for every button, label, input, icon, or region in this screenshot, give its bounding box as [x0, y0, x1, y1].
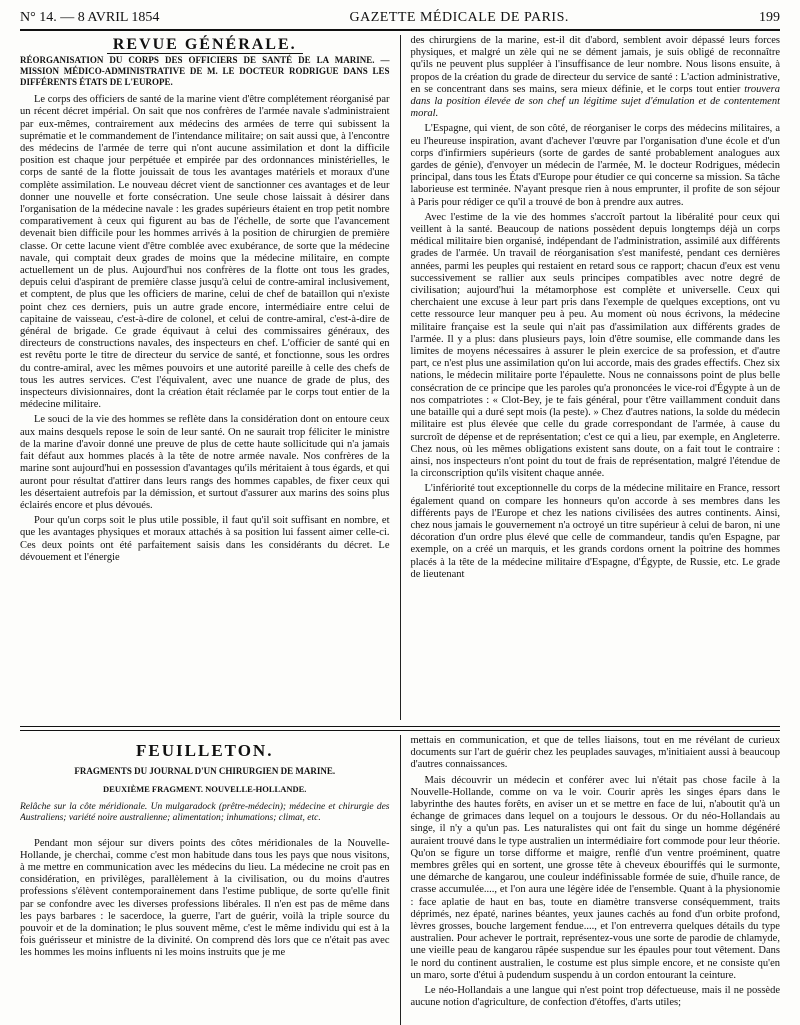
- revue-paragraph: L'infériorité tout exceptionnelle du corps de la médecine militaire en France, ressort également quand on compare les honneurs qu'on accorde à ses membres dans les différents pays de l'Europe et chez les nations civilisées des autres continents. Ainsi, chez nous jamais le gouvernement n'a octroyé un titre supérieur à celui de baron, ni une décoration d'un ordre plus élevé que celle de commandeur, tandis qu'en Espagne, par exemple, on a créé un marquis, et les grands cordons ornent la poitrine des hommes placés à la tête de la médecine militaire d'Espagne, d'Égypte, de Russie, etc. Le grade de lieutenant: [410, 483, 780, 580]
- feuilleton-left-column: [20, 735, 390, 1025]
- revue-paragraph: Le souci de la vie des hommes se reflète dans la considération dont on entoure ceux aux mains desquels repose le soin de leur santé. On ne saurait trop féliciter le ministre de la marine d'avoir donné une preuve de plus de cette haute sollicitude qui n'a jamais fait défaut aux hommes placés à la tête de notre armée navale. Nos confrères de la marine sont aujourd'hui en possession d'avantages qu'ils méritaient à tous égards, et qui auront pour résultat d'attirer dans leurs rangs des hommes capables, de fixer ceux qui les désertaient autrefois par la démission, et surtout d'assurer aux marins des soins plus éclairés encore et plus dévoués.: [20, 414, 390, 511]
- revue-paragraph: Pour qu'un corps soit le plus utile possible, il faut qu'il soit suffisant en nombre, et que les avantages physiques et moraux attachés à sa position lui fassent aimer celle-ci. Ces deux points ont été parfaitement saisis dans les considérants du décret. Le dévouement et l'énergie: [20, 515, 390, 563]
- feuilleton-subtitle: FRAGMENTS DU JOURNAL D'UN CHIRURGIEN DE MARINE.: [74, 766, 336, 777]
- column-rule: [400, 735, 401, 1025]
- revue-paragraph: des chirurgiens de la marine, est-il dit d'abord, semblent avoir dépassé leurs forces physiques, et malgré un zèle qui ne se dément jamais, je suis obligé de reconnaître qu'ils ne peuvent plus suppléer à l'insuffisance de leur nombre. Nous lisons ensuite, à propos de la création du grade de directeur du service de santé : L'action administrative, en se concentrant dans ses mains, sera mieux définie, et le corps tout entier trouvera dans la position élevée de son chef un légitime sujet d'émulation et de contentement moral.: [410, 35, 780, 120]
- revue-left-column: [20, 35, 390, 720]
- feuilleton-paragraph: Le néo-Hollandais a une langue qui n'est point trop défectueuse, mais il ne possède aucune notion d'agriculture, de confection d'étoffes, d'arts utiles;: [410, 985, 780, 1009]
- feuilleton-paragraph: Pendant mon séjour sur divers points des côtes méridionales de la Nouvelle-Hollande, je cherchai, comme c'est mon habitude dans tous les pays que nous visitons, à me mettre en communication avec les médecins du lieu. La médecine ne croit pas en considération, en privilèges, parallèlement à la civilisation, ou du moins d'autres professions s'élèvent contemporainement dans l'estime publique, de sorte qu'elle finit par se confondre avec les diverses professions libérales. Il n'en est pas de même dans les pays barbares : le sacerdoce, la guerre, l'art de guérir, voilà la triple source du pouvoir et de la domination; le plus souvent même, c'est le même individu qui est à la fois guérisseur et ministre de la divinité. On comprend dès lors que ce n'était pas avec les hommes les moins influents ni les moins instruits que je me: [20, 837, 390, 959]
- feuilleton-separator: [20, 726, 780, 731]
- column-rule: [400, 35, 401, 720]
- feuilleton-paragraph: Mais découvrir un médecin et conférer avec lui n'était pas chose facile à la Nouvelle-Hollande, comme on va le voir. Courir après les singes épars dans le labyrinthe des hautes forêts, en aviser un et se mettre en face de lui, n'aboutit qu'à un échange de grimaces dans lequel on a toujours le dessous. Or du néo-Hollandais au singe, il n'y a qu'un pas. Les naturalistes qui ont fait du singe un homme dégénéré auraient trouvé dans le type australien un intermédiaire fort commode pour leur théorie. Qu'on se figure un torse difforme et maigre, renflé d'un ventre proéminent, quatre membres grêles qui en sortent, une grosse tête à cheveux ébouriffés qui le surmonte, une démarche de kangarou, une couleur indéfinissable formée de suie, d'huile rance, de crasse accumulée...., et l'on aura une légère idée de l'ensemble. Quant à la physionomie : face aplatie de haut en bas, toute en diamètre transverse conséquemment, traits déprimés, nez épaté, narines béantes, yeux jaunes cachés au fond d'un orbite profond, lèvres grosses, bouche largement fendue...., et l'on entreverra quelques détails du type australien. Pour achever le portrait, représentez-vous une sorte de parodie de chlamyde, une vieille peau de kangarou râpée suspendue sur les épaules pour tout vêtement. Dans le nord du continent australien, le costume est plus simple encore, et ne consiste qu'en un maro, sorte d'étui à pudendum suspendu à un cordon entourant la ceinture.: [410, 774, 780, 981]
- revue-columns: [20, 35, 780, 720]
- feuilleton-paragraph: mettais en communication, et que de telles liaisons, tout en me révélant de curieux documents sur l'art de guérir chez les peuplades sauvages, m'initiaient aussi à beaucoup d'autres connaissances.: [410, 735, 780, 771]
- revue-subhead: RÉORGANISATION DU CORPS DES OFFICIERS DE SANTÉ DE LA MARINE. — MISSION MÉDICO-ADMINISTRATIVE DE M. LE DOCTEUR RODRIGUE DANS LES DIFFÉRENTS ÉTATS DE L'EUROPE.: [20, 55, 390, 88]
- page-number: 199: [758, 10, 780, 25]
- feuilleton-fragment: DEUXIÈME FRAGMENT. NOUVELLE-HOLLANDE.: [103, 784, 307, 795]
- revue-right-column: [410, 35, 780, 720]
- masthead: [20, 10, 780, 31]
- issue-date: N° 14. — 8 AVRIL 1854: [20, 10, 160, 25]
- revue-paragraph: Avec l'estime de la vie des hommes s'accroît partout la libéralité pour ceux qui veillent à la santé. Beaucoup de nations possèdent depuis longtemps déjà un corps médical militaire bien organisé, indépendant de l'administration, assimilé aux différents grades de l'armée. Un travail de réorganisation s'est manifesté, pendant ces dernières années, parmi les peuples qui restaient en retard sous ce rapport; chacun d'eux est venu successivement se rallier aux seuls principes compatibles avec notre degré de civilisation; aujourd'hui la métamorphose est complète et universelle. Ceux qui cherchaient une excuse à leur part pris dans l'exemple de quelques exceptions, ont vu cette ressource leur manquer peu à peu. Au moment où nous écrivons, la médecine militaire française est la seule qui n'ait pas d'assimilation aux différents grades de l'armée. Il y a plus: dans plusieurs pays, loin d'être soumise, elle commande dans les limites de moyens nécessaires à assurer le plein exercice de sa profession, et d'autre part, ce n'est plus une assimilation qu'on lui accorde, mais des grades effectifs. Chez six nations, le médecin militaire porte l'épaulette. Nous ne connaissons point de plus belle consécration de ce principe que les paroles qu'a prononcées le vice-roi d'Égypte à un de nos compatriotes : « Clot-Bey, je te fais général, pour t'être vaillamment conduit dans une bataille qui a duré sept mois (la peste). » Chez d'autres nations, la solde du médecin militaire est plus élevée que celle du grade correspondant de l'armée, à cause du surcroît de dépense et de représentation; c'est ce qui a lieu, par exemple, en Angleterre. Chez nous, où les mêmes obligations existent sans doute, on a fait tout le contraire : ainsi, nos inspecteurs n'ont point du tout de frais de représentation, malgré l'étendue de la circonscription qu'ils visitent chaque année.: [410, 211, 780, 480]
- feuilleton-title: FEUILLETON.: [136, 741, 274, 760]
- revue-paragraph: L'Espagne, qui vient, de son côté, de réorganiser le corps des médecins militaires, a eu l'heureuse inspiration, avant d'achever l'œuvre par l'organisation d'une école et d'un corps d'infirmiers supérieurs (sorte de gardes de santé probablement analogues aux gardes de génie), d'envoyer un médecin de l'armée, M. le docteur Rodrigues, médecin principal, dans tous les États d'Europe pour étudier ce qui concerne sa mission. Sa tâche laborieuse est terminée. N'ayant presque rien à nous emprunter, il profite de son séjour à Paris pour rédiger ce qu'il a trouvé de bon à prendre aux autres.: [410, 123, 780, 208]
- feuilleton-right-column: [410, 735, 780, 1025]
- journal-title: GAZETTE MÉDICALE DE PARIS.: [349, 10, 569, 25]
- feuilleton-summary: Relâche sur la côte méridionale. Un mulgaradock (prêtre-médecin); médecine et chirurgie des Australiens; variété noire australienne; alimentation; inhumations; climat, etc.: [20, 801, 390, 823]
- feuilleton-columns: [20, 735, 780, 1025]
- quoted-italic: trouvera dans la position élevée de son chef un légitime sujet d'émulation et de contentement moral.: [410, 83, 780, 120]
- revue-paragraph: Le corps des officiers de santé de la marine vient d'être complétement réorganisé par un récent décret impérial. On sait que nos confrères de l'armée navale s'administraient par eux-mêmes, contrairement aux médecins des armées de terre qui subissent la suprématie et le commandement de l'intendance militaire; on sait aussi que, à l'encontre des médecins de l'armée de terre qui n'ont aucune assimilation et dont la difficile position est chaque jour perpétuée et empirée par des ordonnances ministérielles, le corps de santé de la flotte jouissait de tous les avantages matériels et moraux d'une complète assimilation. Le nouveau décret vient de sanctionner ces avantages et de leur donner une nouvelle et forte consécration. Une seule chose laissait à désirer dans l'organisation de la médecine navale : les grades supérieurs étaient en trop petit nombre comparativement à ceux qui figurent au bas de l'échelle, de sorte que l'avancement devenait bien difficile pour les hommes arrivés à la position de chirurgien de première classe. Or cette lacune vient d'être comblée avec exubérance, de sorte que la médecine navale, qui comptait deux grades de moins que la médecine militaire, en compte actuellement un de plus. Aujourd'hui nos confrères de la flotte ont tous les grades, depuis celui d'aspirant de première classe jusqu'à celui de contre-amiral inclusivement, et comptent, de plus que les officiers de marine, celui de chef de bataillon qui n'existe point chez ces derniers, puis un autre grade encore, intermédiaire entre celui de capitaine de vaisseau, c'est-à-dire de colonel, et celui de contre-amiral, c'est-à-dire de général de brigade. Ce grade équivaut à celui des commissaires généraux, des directeurs de constructions navales, des inspecteurs en chef. L'officier de santé qui en est revêtu porte le titre de directeur du service de santé, et fonctionne, sous les ordres du contre-amiral, avec les mêmes pouvoirs et une autorité pareille à celle des chefs de tous les autres services. C'est l'équivalent, avec une nuance de grade de plus, des inspecteurs divisionnaires, dont la création était réclamée par le corps tout entier de la médecine militaire.: [20, 94, 390, 411]
- revue-title: REVUE GÉNÉRALE.: [20, 39, 390, 51]
